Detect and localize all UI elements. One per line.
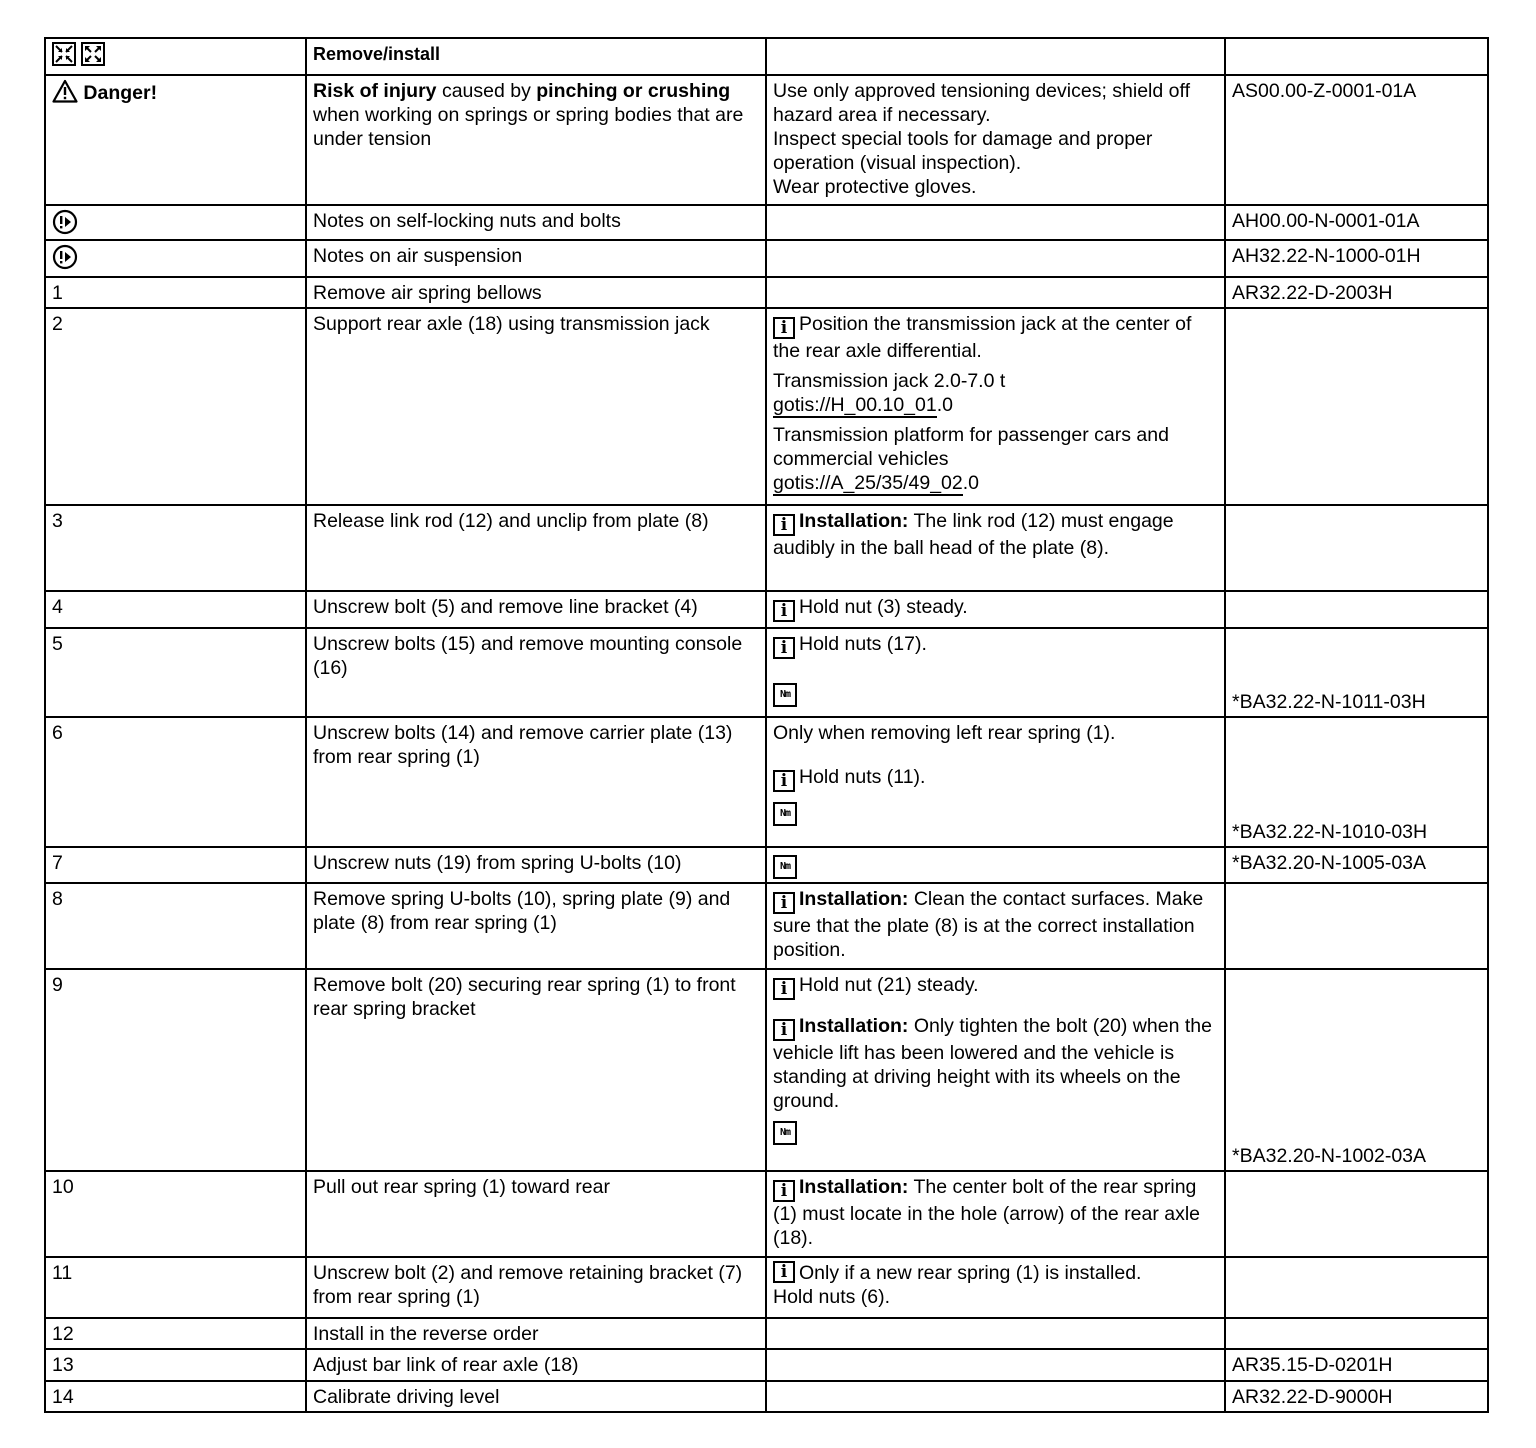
step-text: Install in the reverse order [306,1318,766,1349]
step-row [45,1381,1488,1412]
info-icon: i [773,637,795,659]
note-doc-ref: AH32.22-N-1000-01H [1225,240,1488,277]
step-number: 4 [45,591,306,628]
step-text: Remove bolt (20) securing rear spring (1) to front rear spring bracket [306,969,766,1171]
step-notes: Only when removing left rear spring (1). i Hold nuts (11). Nm [766,717,1225,847]
step-row [45,969,1488,1171]
step-row [45,308,1488,505]
step-doc-ref: *BA32.20-N-1002-03A [1225,969,1488,1171]
info-icon: i [773,1180,795,1202]
step-notes: i Hold nut (3) steady. [766,591,1225,628]
step-text: Unscrew bolts (14) and remove carrier plate (13) from rear spring (1) [306,717,766,847]
danger-risk: Risk of injury caused by pinching or crushing when working on springs or spring bodies that are under tension [306,75,766,205]
step-row [45,277,1488,308]
step-number: 3 [45,505,306,591]
torque-nm-icon: Nm [773,802,797,826]
step-number: 1 [45,277,306,308]
step-doc-ref: *BA32.22-N-1011-03H [1225,628,1488,717]
step-number: 10 [45,1171,306,1257]
procedure-table [44,37,1489,1413]
info-icon: i [773,1261,795,1283]
note-row [45,240,1488,277]
step-doc-ref: AR35.15-D-0201H [1225,1349,1488,1381]
step-number: 7 [45,847,306,883]
note-doc-ref: AH00.00-N-0001-01A [1225,205,1488,240]
tool-link[interactable]: gotis://A_25/35/49_02 [773,472,963,494]
step-row [45,1171,1488,1257]
step-doc-ref: AR32.22-D-9000H [1225,1381,1488,1412]
danger-row [45,75,1488,205]
remove-icon [52,42,76,66]
step-row [45,847,1488,883]
step-row [45,717,1488,847]
info-icon: i [773,892,795,914]
step-doc-ref: AR32.22-D-2003H [1225,277,1488,308]
info-icon: i [773,514,795,536]
header-title: Remove/install [306,38,766,75]
step-row [45,1257,1488,1318]
step-text: Support rear axle (18) using transmission jack [306,308,766,505]
info-icon: i [773,1019,795,1041]
step-number: 11 [45,1257,306,1318]
step-notes: i Only if a new rear spring (1) is installed. Hold nuts (6). [766,1257,1225,1318]
step-text: Unscrew bolt (5) and remove line bracket (4) [306,591,766,628]
step-number: 2 [45,308,306,505]
step-number: 5 [45,628,306,717]
step-notes: i Installation: The link rod (12) must engage audibly in the ball head of the plate (8). [766,505,1225,591]
step-row [45,1349,1488,1381]
note-circle-icon [52,209,78,235]
step-number: 8 [45,883,306,969]
step-notes: i Position the transmission jack at the center of the rear axle differential. Transmission jack 2.0-7.0 t gotis://H_00.10_01.0 Transmission platform for passenger cars and commercial vehicles gotis://A_25/35/49_02.0 [766,308,1225,505]
torque-nm-icon: Nm [773,1121,797,1145]
danger-cell [45,75,306,205]
step-doc-ref: *BA32.22-N-1010-03H [1225,717,1488,847]
note-row [45,205,1488,240]
step-row [45,505,1488,591]
step-row [45,628,1488,717]
warning-triangle-icon [52,79,78,103]
step-notes: i Hold nut (21) steady. i Installation: Only tighten the bolt (20) when the vehicle lift has been lowered and the vehicle is standing at driving height with its wheels on the ground. Nm [766,969,1225,1171]
step-text: Unscrew bolts (15) and remove mounting console (16) [306,628,766,717]
note-circle-icon [52,244,78,270]
step-text: Remove spring U-bolts (10), spring plate (9) and plate (8) from rear spring (1) [306,883,766,969]
danger-doc-ref: AS00.00-Z-0001-01A [1225,75,1488,205]
danger-label: Danger! [83,82,158,104]
torque-nm-icon: Nm [773,855,797,879]
step-number: 13 [45,1349,306,1381]
info-icon: i [773,978,795,1000]
step-text: Adjust bar link of rear axle (18) [306,1349,766,1381]
step-text: Unscrew nuts (19) from spring U-bolts (10) [306,847,766,883]
info-icon: i [773,770,795,792]
step-text: Remove air spring bellows [306,277,766,308]
danger-measures: Use only approved tensioning devices; shield off hazard area if necessary. Inspect special tools for damage and proper operation (visual inspection). Wear protective gloves. [766,75,1225,205]
step-notes: i Hold nuts (17). Nm [766,628,1225,717]
step-text: Release link rod (12) and unclip from plate (8) [306,505,766,591]
step-text: Unscrew bolt (2) and remove retaining bracket (7) from rear spring (1) [306,1257,766,1318]
step-notes [766,847,1225,883]
step-doc-ref: *BA32.20-N-1005-03A [1225,847,1488,883]
header-row [45,38,1488,75]
step-number: 12 [45,1318,306,1349]
step-number: 14 [45,1381,306,1412]
step-notes: i Installation: The center bolt of the rear spring (1) must locate in the hole (arrow) of the rear axle (18). [766,1171,1225,1257]
step-row [45,1318,1488,1349]
tool-link[interactable]: gotis://H_00.10_01 [773,394,937,416]
step-text: Calibrate driving level [306,1381,766,1412]
step-row [45,591,1488,628]
header-icons-cell [45,38,306,75]
step-number: 9 [45,969,306,1171]
step-number: 6 [45,717,306,847]
step-row [45,883,1488,969]
note-text: Notes on air suspension [306,240,766,277]
install-icon [81,42,105,66]
step-notes: i Installation: Clean the contact surfaces. Make sure that the plate (8) is at the correct installation position. [766,883,1225,969]
info-icon: i [773,317,795,339]
note-text: Notes on self-locking nuts and bolts [306,205,766,240]
torque-nm-icon: Nm [773,683,797,707]
step-text: Pull out rear spring (1) toward rear [306,1171,766,1257]
info-icon: i [773,600,795,622]
